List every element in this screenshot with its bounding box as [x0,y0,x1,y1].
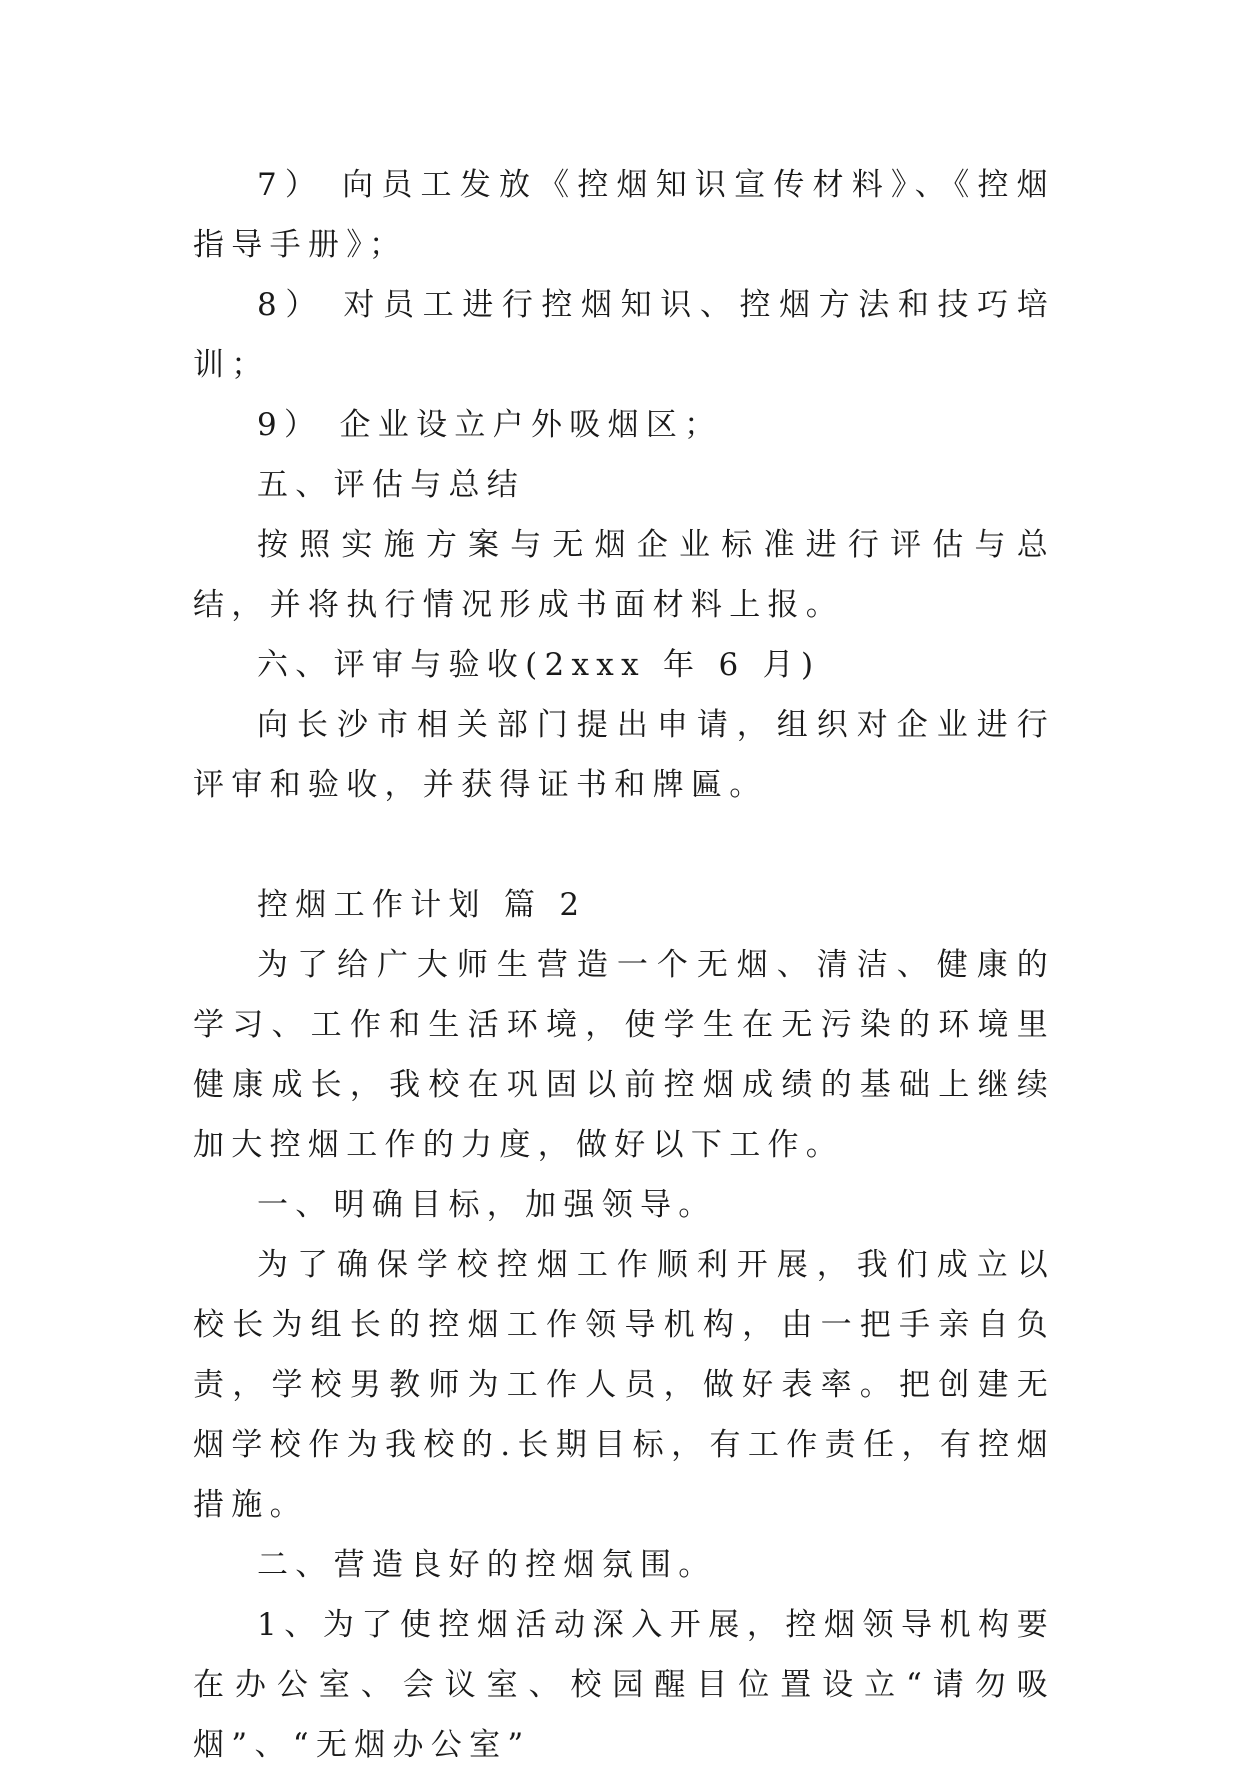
section-spacer [193,815,1055,875]
section-heading-evaluation: 五、评估与总结 [257,467,526,503]
paragraph-evaluation-body: 按照实施方案与无烟企业标准进行评估与总结，并将执行情况形成书面材料上报。 [193,527,1055,623]
paragraph-item-7: 7） 向员工发放《控烟知识宣传材料》、《控烟指导手册》； [193,167,1055,263]
paragraph-goals-body: 为了确保学校控烟工作顺利开展，我们成立以校长为组长的控烟工作领导机构，由一把手亲自负责，学校男教师为工作人员，做好表率。把创建无烟学校作为我校的.长期目标，有工作责任，有控烟措施。 [193,1247,1055,1523]
section-heading-atmosphere: 二、营造良好的控烟氛围。 [257,1547,717,1583]
paragraph-review-body: 向长沙市相关部门提出申请，组织对企业进行评审和验收，并获得证书和牌匾。 [193,707,1055,803]
paragraph-item-8: 8） 对员工进行控烟知识、控烟方法和技巧培训； [193,287,1055,383]
paragraph-item-9: 9） 企业设立户外吸烟区； [257,407,723,443]
document-page [193,155,1055,1775]
section-heading-review: 六、评审与验收(2xxx 年 6 月) [257,647,821,683]
article-title: 控烟工作计划 篇 2 [257,887,587,923]
section-heading-goals: 一、明确目标，加强领导。 [257,1187,717,1223]
paragraph-intro: 为了给广大师生营造一个无烟、清洁、健康的学习、工作和生活环境，使学生在无污染的环境里健康成长，我校在巩固以前控烟成绩的基础上继续加大控烟工作的力度，做好以下工作。 [193,947,1055,1163]
paragraph-atmosphere-item-1: 1、为了使控烟活动深入开展，控烟领导机构要在办公室、会议室、校园醒目位置设立“请勿吸烟”、“无烟办公室” [193,1607,1055,1763]
